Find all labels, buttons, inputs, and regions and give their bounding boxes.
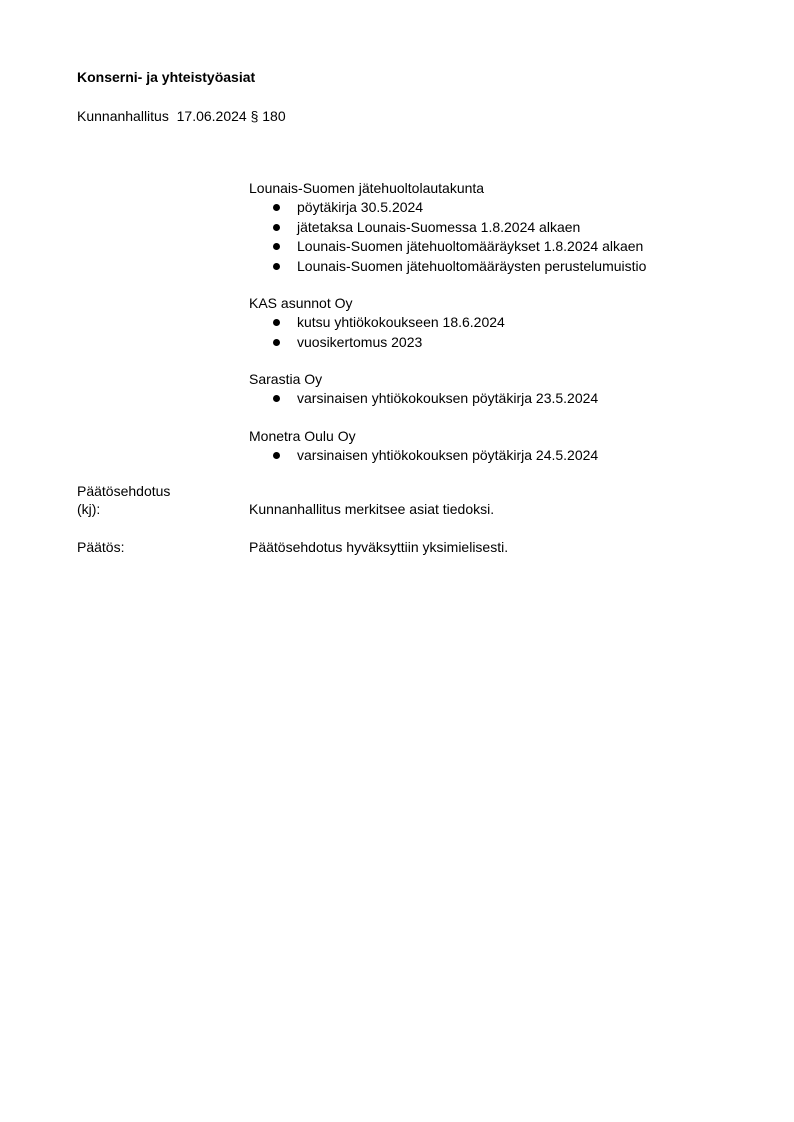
proposal-label-line2: (kj): — [77, 501, 101, 517]
bullet-icon — [273, 339, 280, 346]
bullet-list — [249, 198, 729, 276]
list-item — [249, 257, 729, 277]
org-group — [249, 427, 729, 466]
decision-label: Päätös: — [77, 539, 125, 555]
list-item-text: Lounais-Suomen jätehuoltomääräysten perustelumuistio — [297, 257, 647, 274]
org-group — [249, 294, 729, 352]
list-item-text: varsinaisen yhtiökokouksen pöytäkirja 23.5.2024 — [297, 390, 599, 406]
list-item-text: pöytäkirja 30.5.2024 — [297, 199, 424, 215]
bullet-list — [249, 389, 729, 409]
list-item — [249, 237, 729, 257]
org-name: Sarastia Oy — [249, 371, 323, 387]
bullet-icon — [273, 452, 280, 459]
list-item-text: varsinaisen yhtiökokouksen pöytäkirja 24.5.2024 — [297, 446, 599, 463]
page-title: Konserni- ja yhteistyöasiat — [77, 69, 256, 85]
bullet-icon — [273, 319, 280, 326]
org-name: KAS asunnot Oy — [249, 295, 353, 311]
bullet-icon — [273, 224, 280, 231]
org-group — [249, 370, 729, 409]
proposal-label-line1: Päätösehdotus — [77, 483, 171, 499]
list-item — [249, 218, 729, 238]
list-item-text: Lounais-Suomen jätehuoltomääräykset 1.8.2024 alkaen — [297, 238, 644, 254]
org-name: Lounais-Suomen jätehuoltolautakunta — [249, 180, 485, 196]
list-item — [249, 313, 729, 333]
org-group — [249, 179, 729, 276]
bullet-list — [249, 313, 729, 352]
bullet-list — [249, 446, 729, 466]
list-item — [249, 198, 729, 218]
org-name: Monetra Oulu Oy — [249, 427, 356, 444]
bullet-icon — [273, 263, 280, 270]
meeting-line: Kunnanhallitus 17.06.2024 § 180 — [77, 108, 286, 124]
bullet-icon — [273, 243, 280, 250]
bullet-icon — [273, 395, 280, 402]
proposal-label — [77, 482, 170, 518]
bullet-icon — [273, 204, 280, 211]
proposal-text: Kunnanhallitus merkitsee asiat tiedoksi. — [249, 501, 495, 517]
list-item-text: jätetaksa Lounais-Suomessa 1.8.2024 alkaen — [297, 218, 581, 235]
list-item — [249, 446, 729, 466]
list-item — [249, 333, 729, 353]
organizations-list — [249, 179, 729, 483]
list-item-text: kutsu yhtiökokoukseen 18.6.2024 — [297, 314, 505, 330]
list-item-text: vuosikertomus 2023 — [297, 333, 423, 350]
decision-text: Päätösehdotus hyväksyttiin yksimielisesti. — [249, 539, 509, 555]
list-item — [249, 389, 729, 409]
